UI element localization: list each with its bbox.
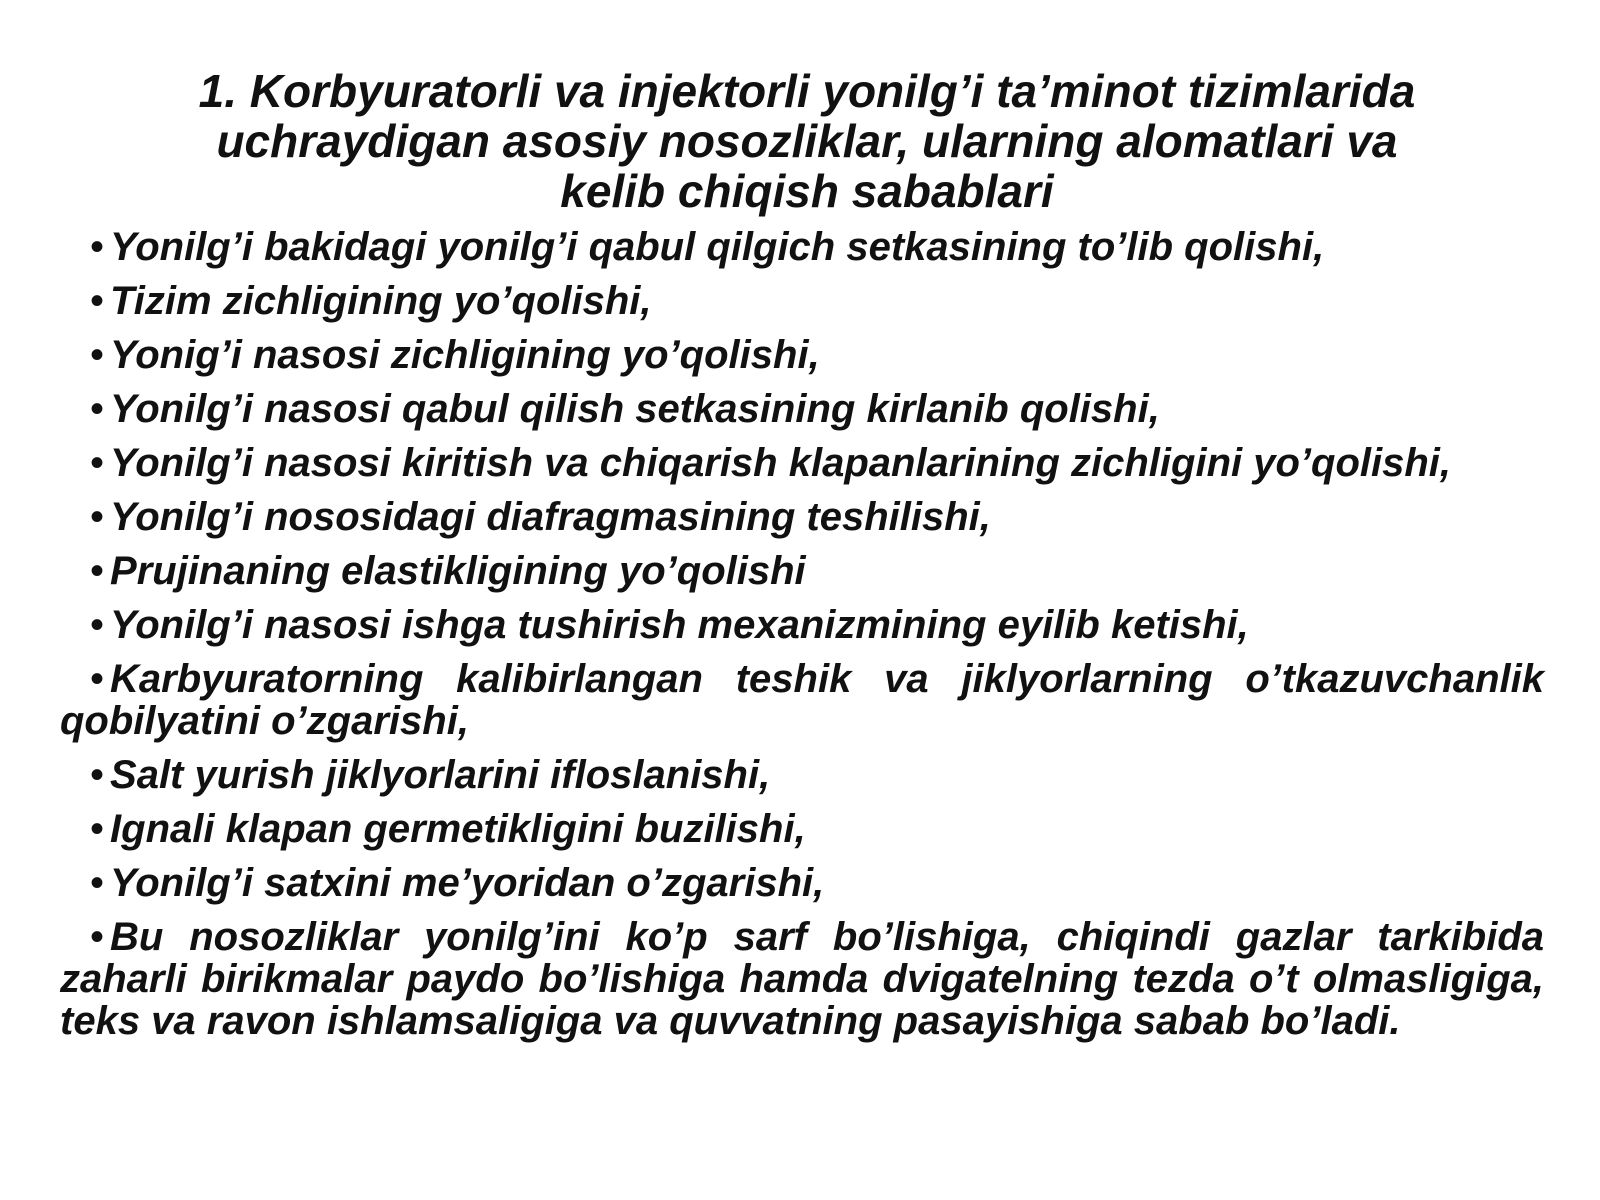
bullet-text: Ignali klapan germetikligini buzilishi, xyxy=(110,807,806,851)
bullet-text: Bu nosozliklar yonilg’ini ko’p sarf bo’lishiga, chiqindi gazlar tarkibida zaharli birikmalar paydo bo’lishiga hamda dvigatelning tezda o’t olmasligiga, teks va ravon ishlamsaligiga va quvvatning pasayishiga sabab bo’ladi. xyxy=(60,915,1544,1043)
bullet-text: Tizim zichligining yo’qolishi, xyxy=(110,279,652,323)
bullet-item xyxy=(60,226,1544,268)
bullet-list xyxy=(60,226,1544,1042)
bullet-item xyxy=(60,658,1544,742)
bullet-icon: • xyxy=(90,915,105,959)
bullet-text: Prujinaning elastikligining yo’qolishi xyxy=(110,549,806,593)
bullet-icon: • xyxy=(90,753,105,797)
bullet-icon: • xyxy=(90,225,105,269)
bullet-icon: • xyxy=(90,279,105,323)
bullet-icon: • xyxy=(90,495,105,539)
bullet-text: Yonilg’i satxini me’yoridan o’zgarishi, xyxy=(110,861,825,905)
bullet-item xyxy=(60,916,1544,1042)
bullet-icon: • xyxy=(90,441,105,485)
bullet-text: Yonilg’i bakidagi yonilg’i qabul qilgich setkasining to’lib qolishi, xyxy=(110,225,1325,269)
bullet-item xyxy=(60,808,1544,850)
title-line-3: kelib chiqish sabablari xyxy=(560,165,1054,217)
bullet-item xyxy=(60,604,1544,646)
bullet-icon: • xyxy=(90,387,105,431)
slide-title xyxy=(60,66,1544,216)
bullet-item xyxy=(60,442,1544,484)
bullet-icon: • xyxy=(90,861,105,905)
bullet-item xyxy=(60,334,1544,376)
title-line-2: uchraydigan asosiy nosozliklar, ularning alomatlari va xyxy=(216,115,1398,167)
bullet-text: Yonilg’i nasosi kiritish va chiqarish klapanlarining zichligini yo’qolishi, xyxy=(110,441,1452,485)
bullet-text: Karbyuratorning kalibirlangan teshik va jiklyorlarning o’tkazuvchanlik qobilyatini o’zgarishi, xyxy=(60,657,1544,743)
bullet-icon: • xyxy=(90,807,105,851)
bullet-icon: • xyxy=(90,549,105,593)
bullet-text: Yonilg’i nasosi qabul qilish setkasining kirlanib qolishi, xyxy=(110,387,1160,431)
title-line-1: 1. Korbyuratorli va injektorli yonilg’i ta’minot tizimlarida xyxy=(198,65,1416,117)
bullet-text: Salt yurish jiklyorlarini ifloslanishi, xyxy=(110,753,771,797)
bullet-item xyxy=(60,754,1544,796)
bullet-text: Yonig’i nasosi zichligining yo’qolishi, xyxy=(110,333,820,377)
bullet-item xyxy=(60,388,1544,430)
bullet-icon: • xyxy=(90,657,105,701)
bullet-icon: • xyxy=(90,603,105,647)
bullet-item xyxy=(60,862,1544,904)
bullet-text: Yonilg’i nososidagi diafragmasining teshilishi, xyxy=(110,495,991,539)
bullet-item xyxy=(60,496,1544,538)
bullet-item xyxy=(60,280,1544,322)
bullet-item xyxy=(60,550,1544,592)
bullet-icon: • xyxy=(90,333,105,377)
bullet-text: Yonilg’i nasosi ishga tushirish mexanizmining eyilib ketishi, xyxy=(110,603,1249,647)
